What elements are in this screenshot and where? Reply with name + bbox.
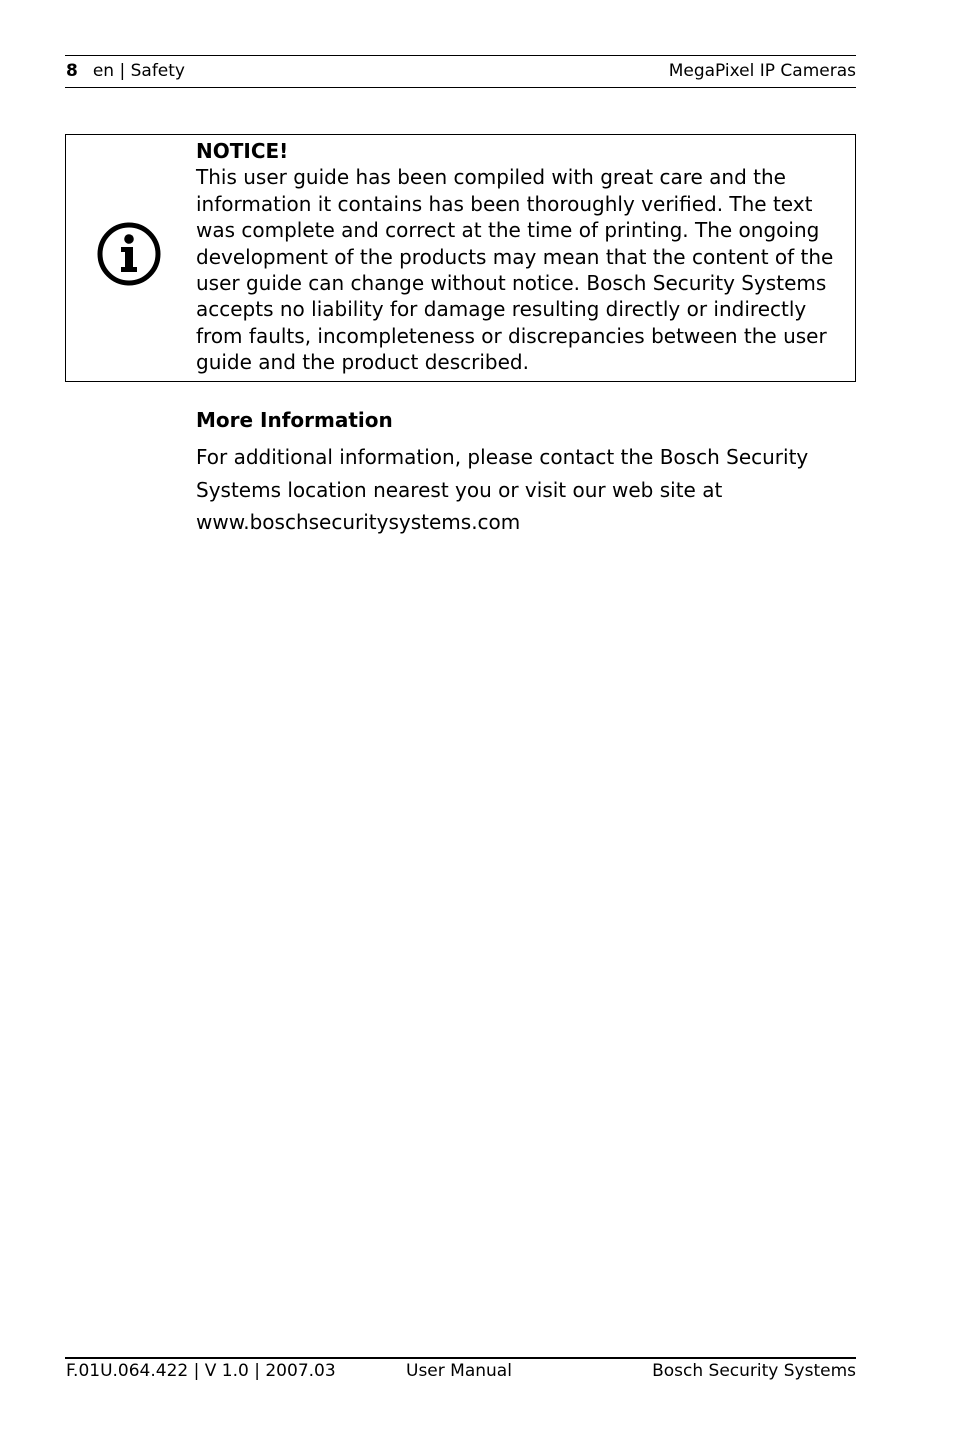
document-id: F.01U.064.422 | V 1.0 | 2007.03: [66, 1361, 336, 1381]
notice-box: [65, 134, 856, 382]
notice-line: This user guide has been compiled with great care and the: [196, 165, 786, 190]
footer-rule: [65, 1357, 856, 1359]
notice-title: NOTICE!: [196, 139, 289, 163]
header-bottom-rule: [65, 87, 856, 88]
product-name: MegaPixel IP Cameras: [668, 61, 856, 81]
notice-line: development of the products may mean that the content of the: [196, 244, 834, 269]
notice-line: information it contains has been thoroughly verified. The text: [196, 191, 813, 216]
more-info-heading: More Information: [196, 408, 393, 432]
notice-line: user guide can change without notice. Bosch Security Systems: [196, 271, 827, 296]
page-number: 8: [66, 61, 78, 81]
more-info-line: Systems location nearest you or visit our web site at: [196, 477, 723, 502]
document-type: User Manual: [406, 1361, 512, 1381]
notice-line: from faults, incompleteness or discrepancies between the user: [196, 323, 827, 348]
notice-text: [196, 138, 856, 376]
info-icon: [97, 222, 161, 286]
section-label: en | Safety: [92, 61, 185, 81]
running-header-left: [66, 61, 185, 81]
notice-line: guide and the product described.: [196, 350, 529, 375]
more-info-line: For additional information, please contact the Bosch Security: [196, 445, 809, 469]
more-info-body: [196, 441, 856, 539]
header-top-rule: [65, 55, 856, 56]
website-link[interactable]: www.boschsecuritysystems.com: [196, 510, 521, 534]
notice-line: was complete and correct at the time of printing. The ongoing: [196, 218, 820, 243]
notice-line: accepts no liability for damage resulting directly or indirectly: [196, 297, 807, 322]
company-name: Bosch Security Systems: [652, 1361, 856, 1381]
